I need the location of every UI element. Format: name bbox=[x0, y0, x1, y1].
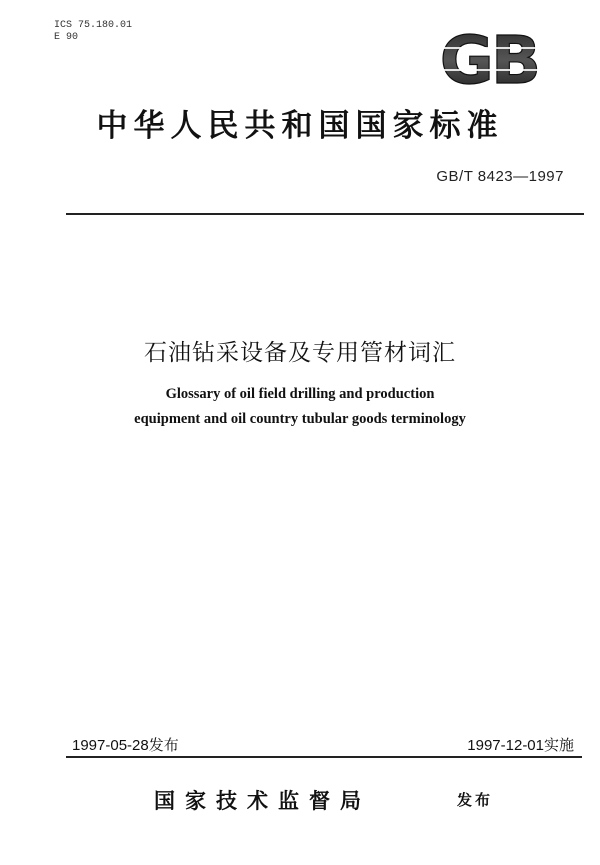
implementation-date: 1997-12-01实施 bbox=[467, 737, 574, 754]
ics-code: ICS 75.180.01 bbox=[54, 20, 133, 31]
standard-number: GB/T 8423—1997 bbox=[436, 168, 564, 185]
publish-label: 发布 bbox=[457, 791, 494, 809]
publisher-name: 国家技术监督局 bbox=[154, 789, 371, 813]
issue-date: 1997-05-28发布 bbox=[72, 737, 179, 754]
svg-text:GB: GB bbox=[439, 26, 539, 92]
document-title-cn: 石油钻采设备及专用管材词汇 bbox=[144, 340, 456, 366]
national-standard-title: 中华人民共和国国家标准 bbox=[96, 108, 504, 144]
top-divider bbox=[66, 213, 584, 215]
gb-logo bbox=[430, 26, 548, 92]
title-en-line-1: Glossary of oil field drilling and production bbox=[165, 386, 435, 402]
title-en-line-2: equipment and oil country tubular goods terminology bbox=[134, 411, 466, 427]
document-title-en bbox=[0, 382, 600, 432]
bottom-divider bbox=[66, 756, 582, 758]
category-code: E 90 bbox=[54, 32, 79, 43]
classification-codes bbox=[54, 20, 132, 44]
